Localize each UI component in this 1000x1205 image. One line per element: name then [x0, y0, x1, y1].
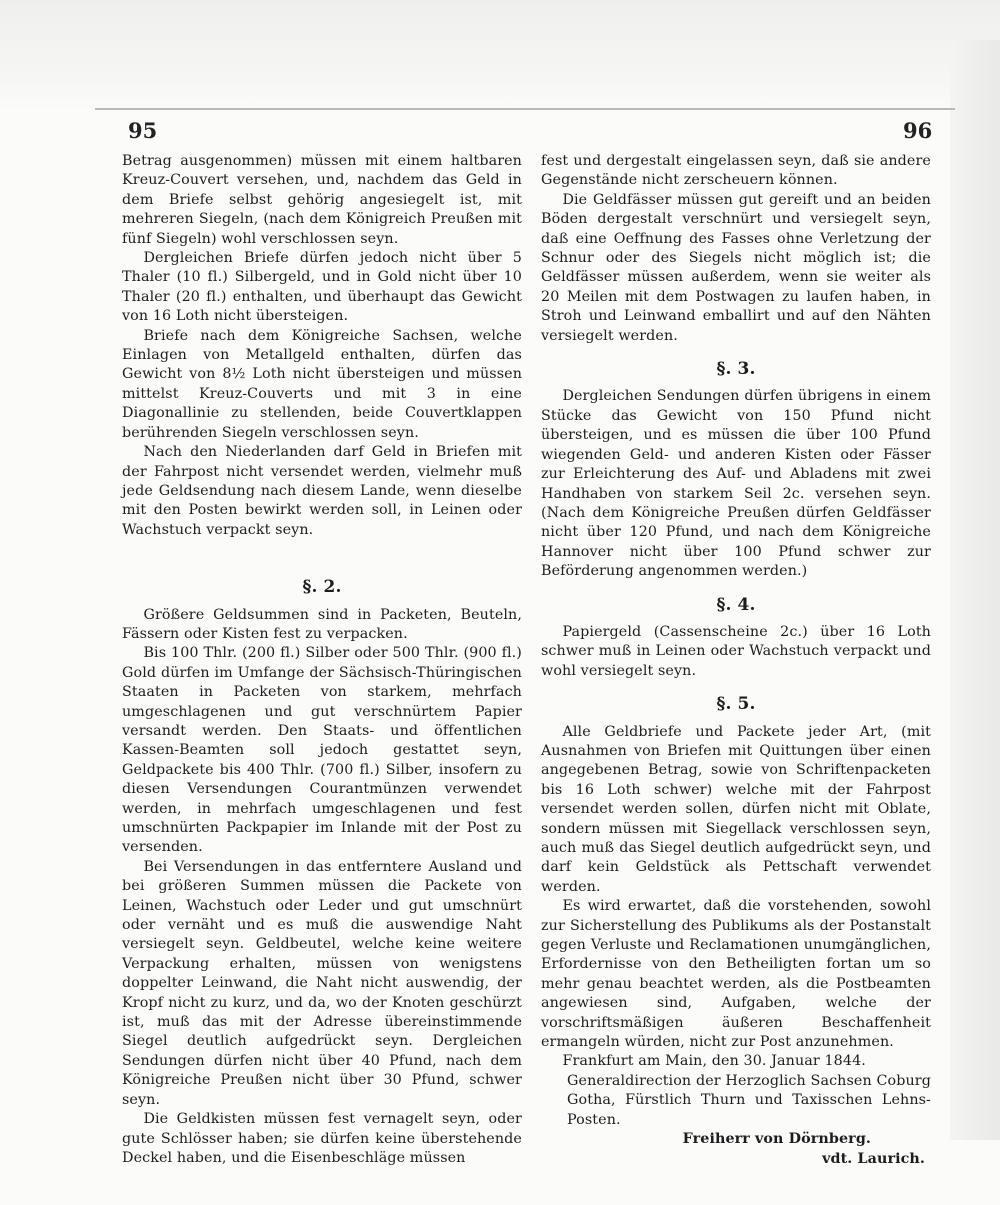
paragraph: Es wird erwartet, daß die vorstehenden, sowohl zur Sicherstellung des Publikums als der Postanstalt gegen Verluste und Reclamationen unumgänglichen, Erfordernisse von den Betheiligten fortan um so mehr genau beachtet werden, als die Postbeamten angewiesen sind, Aufgaben, welche der vorschriftsmäßigen äußeren Beschaffenheit ermangeln würden, nicht zur Post anzunehmen.	[541, 898, 931, 1051]
signature: Freiherr von Dörnberg.	[682, 1131, 871, 1148]
paragraph: Briefe nach dem Königreiche Sachsen, welche Einlagen von Metallgeld enthalten, dürfen das Gewicht von 8½ Loth nicht übersteigen und müssen mittelst Kreuz-Couverts und mit 3 in eine Diagonallinie zu stellenden, beide Couvertklappen berührenden Siegeln verschlossen seyn.	[122, 327, 522, 441]
paragraph: Dergleichen Sendungen dürfen übrigens in einem Stücke das Gewicht von 150 Pfund nicht übersteigen, und es müssen die über 100 Pfund wiegenden Geld- und anderen Kisten oder Fässer zur Erleichterung des Auf- und Abladens mit zwei Handhaben von starkem Seil 2c. versehen seyn. (Nach dem Königreiche Preußen dürfen Geldfässer nicht über 120 Pfund, und nach dem Königreiche Hannover nicht über 100 Pfund schwer zur Beförderung angenommen werden.)	[541, 388, 931, 580]
left-page-number: 95	[128, 118, 158, 143]
paragraph: Größere Geldsummen sind in Packeten, Beuteln, Fässern oder Kisten fest zu verpacken.	[122, 606, 522, 642]
scan-shadow-top	[0, 0, 1000, 110]
right-column	[541, 152, 931, 1169]
section-heading: §. 4.	[716, 594, 756, 615]
section-heading: §. 5.	[716, 694, 756, 715]
header-rule	[95, 108, 955, 110]
paragraph: Nach den Niederlanden darf Geld in Briefen mit der Fahrpost nicht versendet werden, vielmehr muß jede Geldsendung nach diesem Lande, wenn dieselbe mit den Posten bewirkt werden soll, in Leinen oder Wachstuch verpackt seyn.	[122, 444, 522, 538]
section-heading: §. 3.	[716, 359, 756, 380]
scan-shadow-right	[950, 40, 1000, 1140]
signature-block	[541, 1052, 931, 1168]
paragraph: Die Geldfässer müssen gut gereift und an beiden Böden dergestalt verschnürt und versiegelt seyn, daß eine Oeffnung des Fasses ohne Verletzung der Schnur oder des Siegels nicht möglich ist; die Geldfässer müssen außerdem, wenn sie weiter als 20 Meilen mit dem Postwagen zu laufen haben, in Stroh und Leinwand emballirt und auf den Nähten versiegelt werden.	[541, 191, 931, 344]
paragraph: Betrag ausgenommen) müssen mit einem haltbaren Kreuz-Couvert versehen, und, nachdem das Geld in dem Briefe selbst gehörig angesiegelt ist, mit mehreren Siegeln, (nach dem Königreich Preußen mit fünf Siegeln) wohl verschlossen seyn.	[122, 153, 522, 247]
paragraph: fest und dergestalt eingelassen seyn, daß sie andere Gegenstände nicht zerscheuern können.	[541, 153, 931, 189]
paragraph: Bis 100 Thlr. (200 fl.) Silber oder 500 Thlr. (900 fl.) Gold dürfen im Umfange der Sächsisch-Thüringischen Staaten in Packeten von starkem, mehrfach umgeschlagenen und gut verschnürtem Papier versandt werden. Den Staats- und öffentlichen Kassen-Beamten soll jedoch gestattet seyn, Geldpackete bis 400 Thlr. (700 fl.) Silber, insofern zu diesen Versendungen Courantmünzen verwendet werden, in mehrfach umgeschlagenen und fest umschnürten Packpapier im Inlande mit der Post zu versenden.	[122, 645, 522, 856]
date-line: Frankfurt am Main, den 30. Januar 1844.	[562, 1053, 866, 1070]
right-page-number: 96	[903, 118, 933, 143]
paragraph: Alle Geldbriefe und Packete jeder Art, (mit Ausnahmen von Briefen mit Quittungen über einen angegebenen Betrag, sowie von Schriftenpacketen bis 16 Loth schwer) welche mit der Fahrpost versendet werden sollen, dürfen nicht mit Oblate, sondern müssen mit Siegellack verschlossen seyn, auch muß das Siegel deutlich aufgedrückt seyn, und darf kein Geldstück als Pettschaft verwendet werden.	[541, 723, 931, 895]
paragraph: Die Geldkisten müssen fest vernagelt seyn, oder gute Schlösser haben; sie dürfen keine überstehende Deckel haben, und die Eisenbeschläge müssen	[122, 1111, 522, 1166]
paragraph: Dergleichen Briefe dürfen jedoch nicht über 5 Thaler (10 fl.) Silbergeld, und in Gold nicht über 10 Thaler (20 fl.) enthalten, und überhaupt das Gewicht von 16 Loth nicht übersteigen.	[122, 250, 522, 325]
section-heading: §. 2.	[302, 577, 342, 598]
paragraph: Papiergeld (Cassenscheine 2c.) über 16 Loth schwer muß in Leinen oder Wachstuch verpackt und wohl versiegelt seyn.	[541, 623, 931, 679]
paragraph: Bei Versendungen in das entferntere Ausland und bei größeren Summen müssen die Packete von Leinen, Wachstuch oder Leder und gut umschnürt oder vernäht und es muß die auswendige Naht versiegelt seyn. Geldbeutel, welche keine weitere Verpackung erhalten, müssen von wenigstens doppelter Leinwand, die Naht nicht auswendig, der Kropf nicht zu kurz, und da, wo der Knoten geschürzt ist, muß das mit der Adresse übereinstimmende Siegel deutlich aufgedrückt seyn. Dergleichen Sendungen dürfen nicht über 40 Pfund, nach dem Königreiche Preußen nicht über 30 Pfund, schwer seyn.	[122, 858, 522, 1108]
countersign: vdt. Laurich.	[822, 1150, 925, 1167]
left-column	[122, 152, 522, 1168]
directorate: Generaldirection der Herzoglich Sachsen Coburg Gotha, Fürstlich Thurn und Taxisschen Lehns-Posten.	[567, 1072, 931, 1128]
